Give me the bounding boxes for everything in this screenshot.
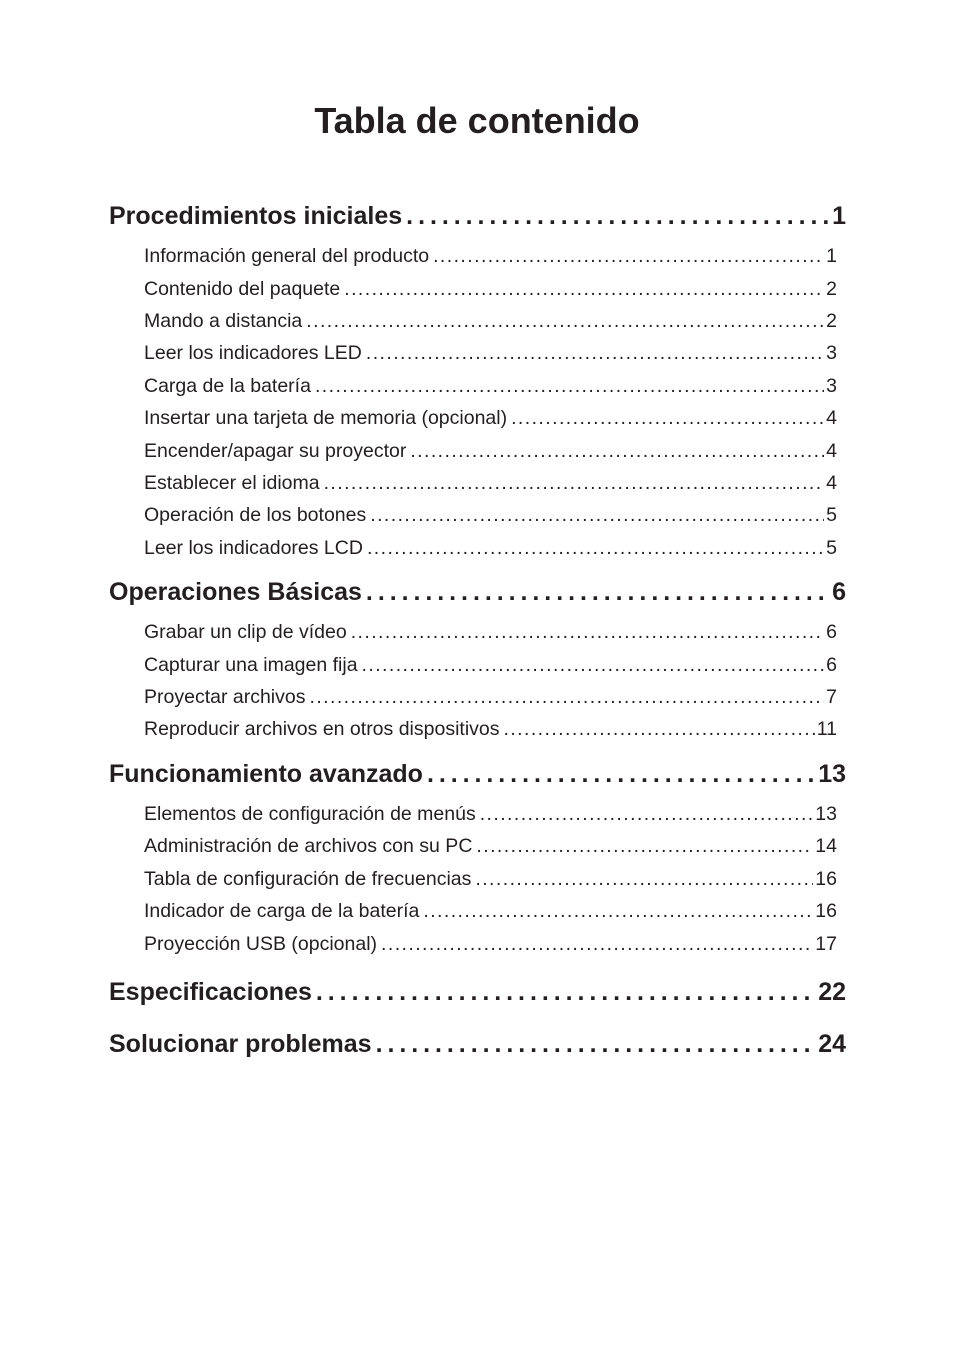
toc-chapter-solucionar-problemas[interactable] xyxy=(109,1030,846,1059)
toc-entry-carga-bateria[interactable] xyxy=(144,375,837,398)
toc-label: Información general del producto xyxy=(144,245,430,267)
toc-label: Establecer el idioma xyxy=(144,472,320,494)
toc-entry-establecer-idioma[interactable] xyxy=(144,472,837,495)
toc-page: 17 xyxy=(815,933,837,955)
toc-entry-contenido-paquete[interactable] xyxy=(144,278,837,301)
toc-page: 22 xyxy=(818,978,846,1006)
toc-entry-indicadores-lcd[interactable] xyxy=(144,537,837,560)
toc-leader xyxy=(475,868,813,891)
toc-label: Procedimientos iniciales xyxy=(109,202,403,230)
toc-label: Contenido del paquete xyxy=(144,278,341,300)
toc-leader xyxy=(351,621,824,644)
toc-page: 2 xyxy=(826,310,837,332)
toc-label: Proyectar archivos xyxy=(144,686,306,708)
page-title: Tabla de contenido xyxy=(314,100,640,141)
toc-leader xyxy=(504,718,815,741)
toc-page: 3 xyxy=(826,375,837,397)
toc-entry-reproducir-archivos[interactable] xyxy=(144,718,837,741)
toc-leader xyxy=(511,407,824,430)
toc-entry-mando-distancia[interactable] xyxy=(144,310,837,333)
toc-leader xyxy=(480,803,814,826)
toc-label: Tabla de configuración de frecuencias xyxy=(144,868,472,890)
toc-label: Solucionar problemas xyxy=(109,1030,372,1058)
toc-label: Insertar una tarjeta de memoria (opcional) xyxy=(144,407,508,429)
toc-entry-tabla-frecuencias[interactable] xyxy=(144,868,837,891)
toc-entry-indicadores-led[interactable] xyxy=(144,342,837,365)
toc-label: Reproducir archivos en otros dispositivos xyxy=(144,718,500,740)
toc-label: Administración de archivos con su PC xyxy=(144,835,473,857)
toc-chapter-especificaciones[interactable] xyxy=(109,978,846,1007)
toc-leader xyxy=(433,245,824,268)
toc-page: 1 xyxy=(832,202,846,230)
toc-page: 6 xyxy=(826,621,837,643)
toc-page: 24 xyxy=(818,1030,846,1058)
toc-leader xyxy=(406,202,830,231)
toc-chapter-procedimientos-iniciales[interactable] xyxy=(109,202,846,231)
toc-leader xyxy=(366,342,824,365)
toc-entry-administracion-archivos[interactable] xyxy=(144,835,837,858)
toc-leader xyxy=(367,537,824,560)
toc-leader xyxy=(376,1030,817,1059)
toc-label: Proyección USB (opcional) xyxy=(144,933,378,955)
toc-leader xyxy=(423,900,813,923)
toc-leader xyxy=(381,933,813,956)
toc-label: Leer los indicadores LCD xyxy=(144,537,363,559)
toc-page: 5 xyxy=(826,504,837,526)
toc-page: 2 xyxy=(826,278,837,300)
toc-page: 4 xyxy=(826,472,837,494)
toc-entry-capturar-imagen[interactable] xyxy=(144,654,837,677)
toc-leader xyxy=(309,686,824,709)
toc-label: Carga de la batería xyxy=(144,375,311,397)
toc-leader xyxy=(362,654,825,677)
toc-entry-configuracion-menus[interactable] xyxy=(144,803,837,826)
toc-label: Elementos de configuración de menús xyxy=(144,803,476,825)
toc-label: Leer los indicadores LED xyxy=(144,342,362,364)
toc-label: Grabar un clip de vídeo xyxy=(144,621,347,643)
toc-leader xyxy=(315,375,824,398)
toc-leader xyxy=(370,504,824,527)
toc-entry-encender-apagar[interactable] xyxy=(144,440,837,463)
toc-leader xyxy=(427,760,816,789)
toc-entry-tarjeta-memoria[interactable] xyxy=(144,407,837,430)
toc-entry-informacion-general[interactable] xyxy=(144,245,837,268)
toc-page: 1 xyxy=(826,245,837,267)
toc-entry-indicador-carga[interactable] xyxy=(144,900,837,923)
toc-label: Operaciones Básicas xyxy=(109,578,362,606)
toc-label: Mando a distancia xyxy=(144,310,303,332)
toc-label: Capturar una imagen fija xyxy=(144,654,358,676)
toc-entry-operacion-botones[interactable] xyxy=(144,504,837,527)
toc-chapter-funcionamiento-avanzado[interactable] xyxy=(109,760,846,789)
toc-leader xyxy=(316,978,816,1007)
toc-label: Funcionamiento avanzado xyxy=(109,760,423,788)
toc-entry-proyectar-archivos[interactable] xyxy=(144,686,837,709)
toc-leader xyxy=(344,278,824,301)
toc-page: 7 xyxy=(826,686,837,708)
toc-page: 16 xyxy=(815,868,837,890)
toc-page: 4 xyxy=(826,440,837,462)
toc-entry-proyeccion-usb[interactable] xyxy=(144,933,837,956)
toc-page: 16 xyxy=(815,900,837,922)
toc-label: Encender/apagar su proyector xyxy=(144,440,407,462)
toc-page: 3 xyxy=(826,342,837,364)
toc-entry-grabar-clip[interactable] xyxy=(144,621,837,644)
toc-page: 14 xyxy=(815,835,837,857)
toc-page: 6 xyxy=(826,654,837,676)
toc-leader xyxy=(410,440,824,463)
toc-label: Especificaciones xyxy=(109,978,312,1006)
toc-leader xyxy=(476,835,813,858)
toc-page: 13 xyxy=(815,803,837,825)
toc-page: 6 xyxy=(832,578,846,606)
toc-chapter-operaciones-basicas[interactable] xyxy=(109,578,846,607)
toc-label: Operación de los botones xyxy=(144,504,367,526)
toc-leader xyxy=(324,472,825,495)
toc-page: 4 xyxy=(826,407,837,429)
toc-label: Indicador de carga de la batería xyxy=(144,900,420,922)
toc-page: 11 xyxy=(816,718,837,740)
toc-page: 5 xyxy=(826,537,837,559)
toc-leader xyxy=(366,578,830,607)
toc-page: 13 xyxy=(818,760,846,788)
toc-leader xyxy=(306,310,824,333)
